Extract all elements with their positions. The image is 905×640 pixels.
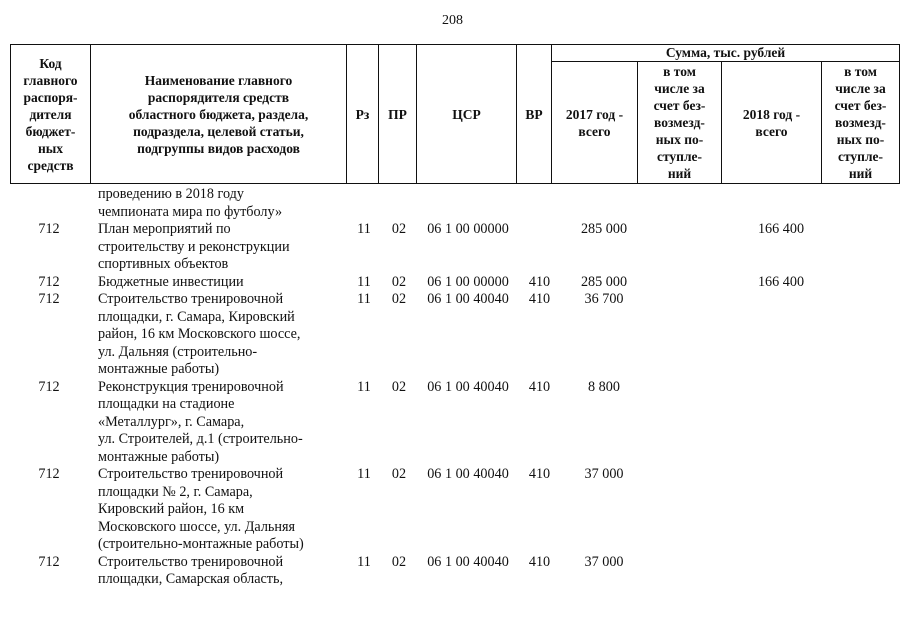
header-sum-2018: 2018 год - всего	[742, 106, 801, 139]
header-pr: ПР	[388, 106, 407, 122]
table-row	[10, 291, 900, 379]
row-pr: 02	[391, 553, 407, 570]
row-sum-2017: 8 800	[588, 378, 620, 395]
table-row	[10, 466, 900, 554]
row-csr: 06 1 00 40040	[427, 553, 509, 570]
row-pr: 02	[391, 273, 407, 290]
row-csr: 06 1 00 00000	[427, 273, 509, 290]
row-sum-2017: 285 000	[580, 221, 628, 237]
header-vr: ВР	[525, 106, 543, 122]
row-csr: 06 1 00 00000	[427, 221, 509, 237]
table-row	[10, 379, 900, 467]
row-name: План мероприятий по строительству и реконструкции спортивных объектов	[98, 221, 290, 272]
row-name: Реконструкция тренировочной площадки на стадионе «Металлург», г. Самара, ул. Строителей, д.1 (строительно- монтажные работы)	[98, 378, 303, 465]
row-code: 712	[38, 378, 60, 395]
header-name: Наименование главного распорядителя средств областного бюджета, раздела, подраздела, целевой статьи, подгруппы видов расходов	[128, 72, 309, 156]
row-rz: 11	[357, 466, 371, 482]
row-vr: 410	[528, 273, 551, 290]
row-name: проведению в 2018 году чемпионата мира по футболу»	[98, 186, 283, 220]
row-rz: 11	[357, 378, 371, 395]
row-csr: 06 1 00 40040	[427, 291, 509, 307]
row-csr: 06 1 00 40040	[427, 466, 509, 482]
row-name: Строительство тренировочной площадки № 2, г. Самара, Кировский район, 16 км Московского шоссе, ул. Дальняя (строительно-монтажные работы)	[98, 466, 304, 552]
row-name: Бюджетные инвестиции	[98, 273, 244, 290]
row-rz: 11	[357, 273, 371, 290]
row-vr: 410	[528, 553, 551, 570]
row-name: Строительство тренировочной площадки, Самарская область,	[98, 553, 284, 587]
row-vr: 410	[528, 466, 551, 482]
header-rz: Рз	[355, 106, 370, 122]
row-sum-2018: 166 400	[757, 273, 805, 290]
header-csr: ЦСР	[452, 106, 481, 122]
header-rule-right	[899, 44, 900, 184]
header-sum-group: Сумма, тыс. рублей	[665, 45, 786, 60]
row-sum-2017: 285 000	[580, 273, 628, 290]
row-vr: 410	[528, 291, 551, 307]
header-incl-2017: в том числе за счет без- возмезд- ных по- ступле- ний	[653, 64, 706, 181]
table-header	[10, 44, 900, 184]
table-row	[10, 274, 900, 292]
table-row	[10, 554, 900, 589]
header-code: Код главного распоря- дителя бюджет- ных средств	[23, 55, 78, 173]
row-pr: 02	[391, 378, 407, 395]
row-pr: 02	[391, 221, 407, 237]
row-csr: 06 1 00 40040	[427, 378, 509, 395]
table-row	[10, 221, 900, 274]
row-code: 712	[38, 221, 60, 237]
row-pr: 02	[391, 466, 407, 482]
row-name: Строительство тренировочной площадки, г. Самара, Кировский район, 16 км Московского шоссе, ул. Дальняя (строительно- монтажные работы)	[98, 291, 301, 377]
page-number: 208	[442, 13, 463, 28]
row-rz: 11	[357, 553, 371, 570]
row-sum-2017: 36 700	[584, 291, 624, 307]
row-pr: 02	[391, 291, 407, 307]
row-code: 712	[38, 466, 60, 482]
row-sum-2017: 37 000	[584, 553, 624, 570]
header-bottom-rule	[10, 183, 900, 184]
table-row	[10, 186, 900, 221]
row-code: 712	[38, 291, 60, 307]
row-code: 712	[38, 553, 60, 570]
row-rz: 11	[357, 291, 371, 307]
row-rz: 11	[357, 221, 371, 237]
row-vr: 410	[528, 378, 551, 395]
row-code: 712	[38, 273, 60, 290]
row-sum-2017: 37 000	[584, 466, 624, 482]
header-incl-2018: в том числе за счет без- возмезд- ных по- ступле- ний	[834, 64, 887, 181]
table-body	[10, 186, 900, 589]
row-sum-2018: 166 400	[757, 221, 805, 237]
header-sum-2017: 2017 год - всего	[565, 106, 624, 139]
